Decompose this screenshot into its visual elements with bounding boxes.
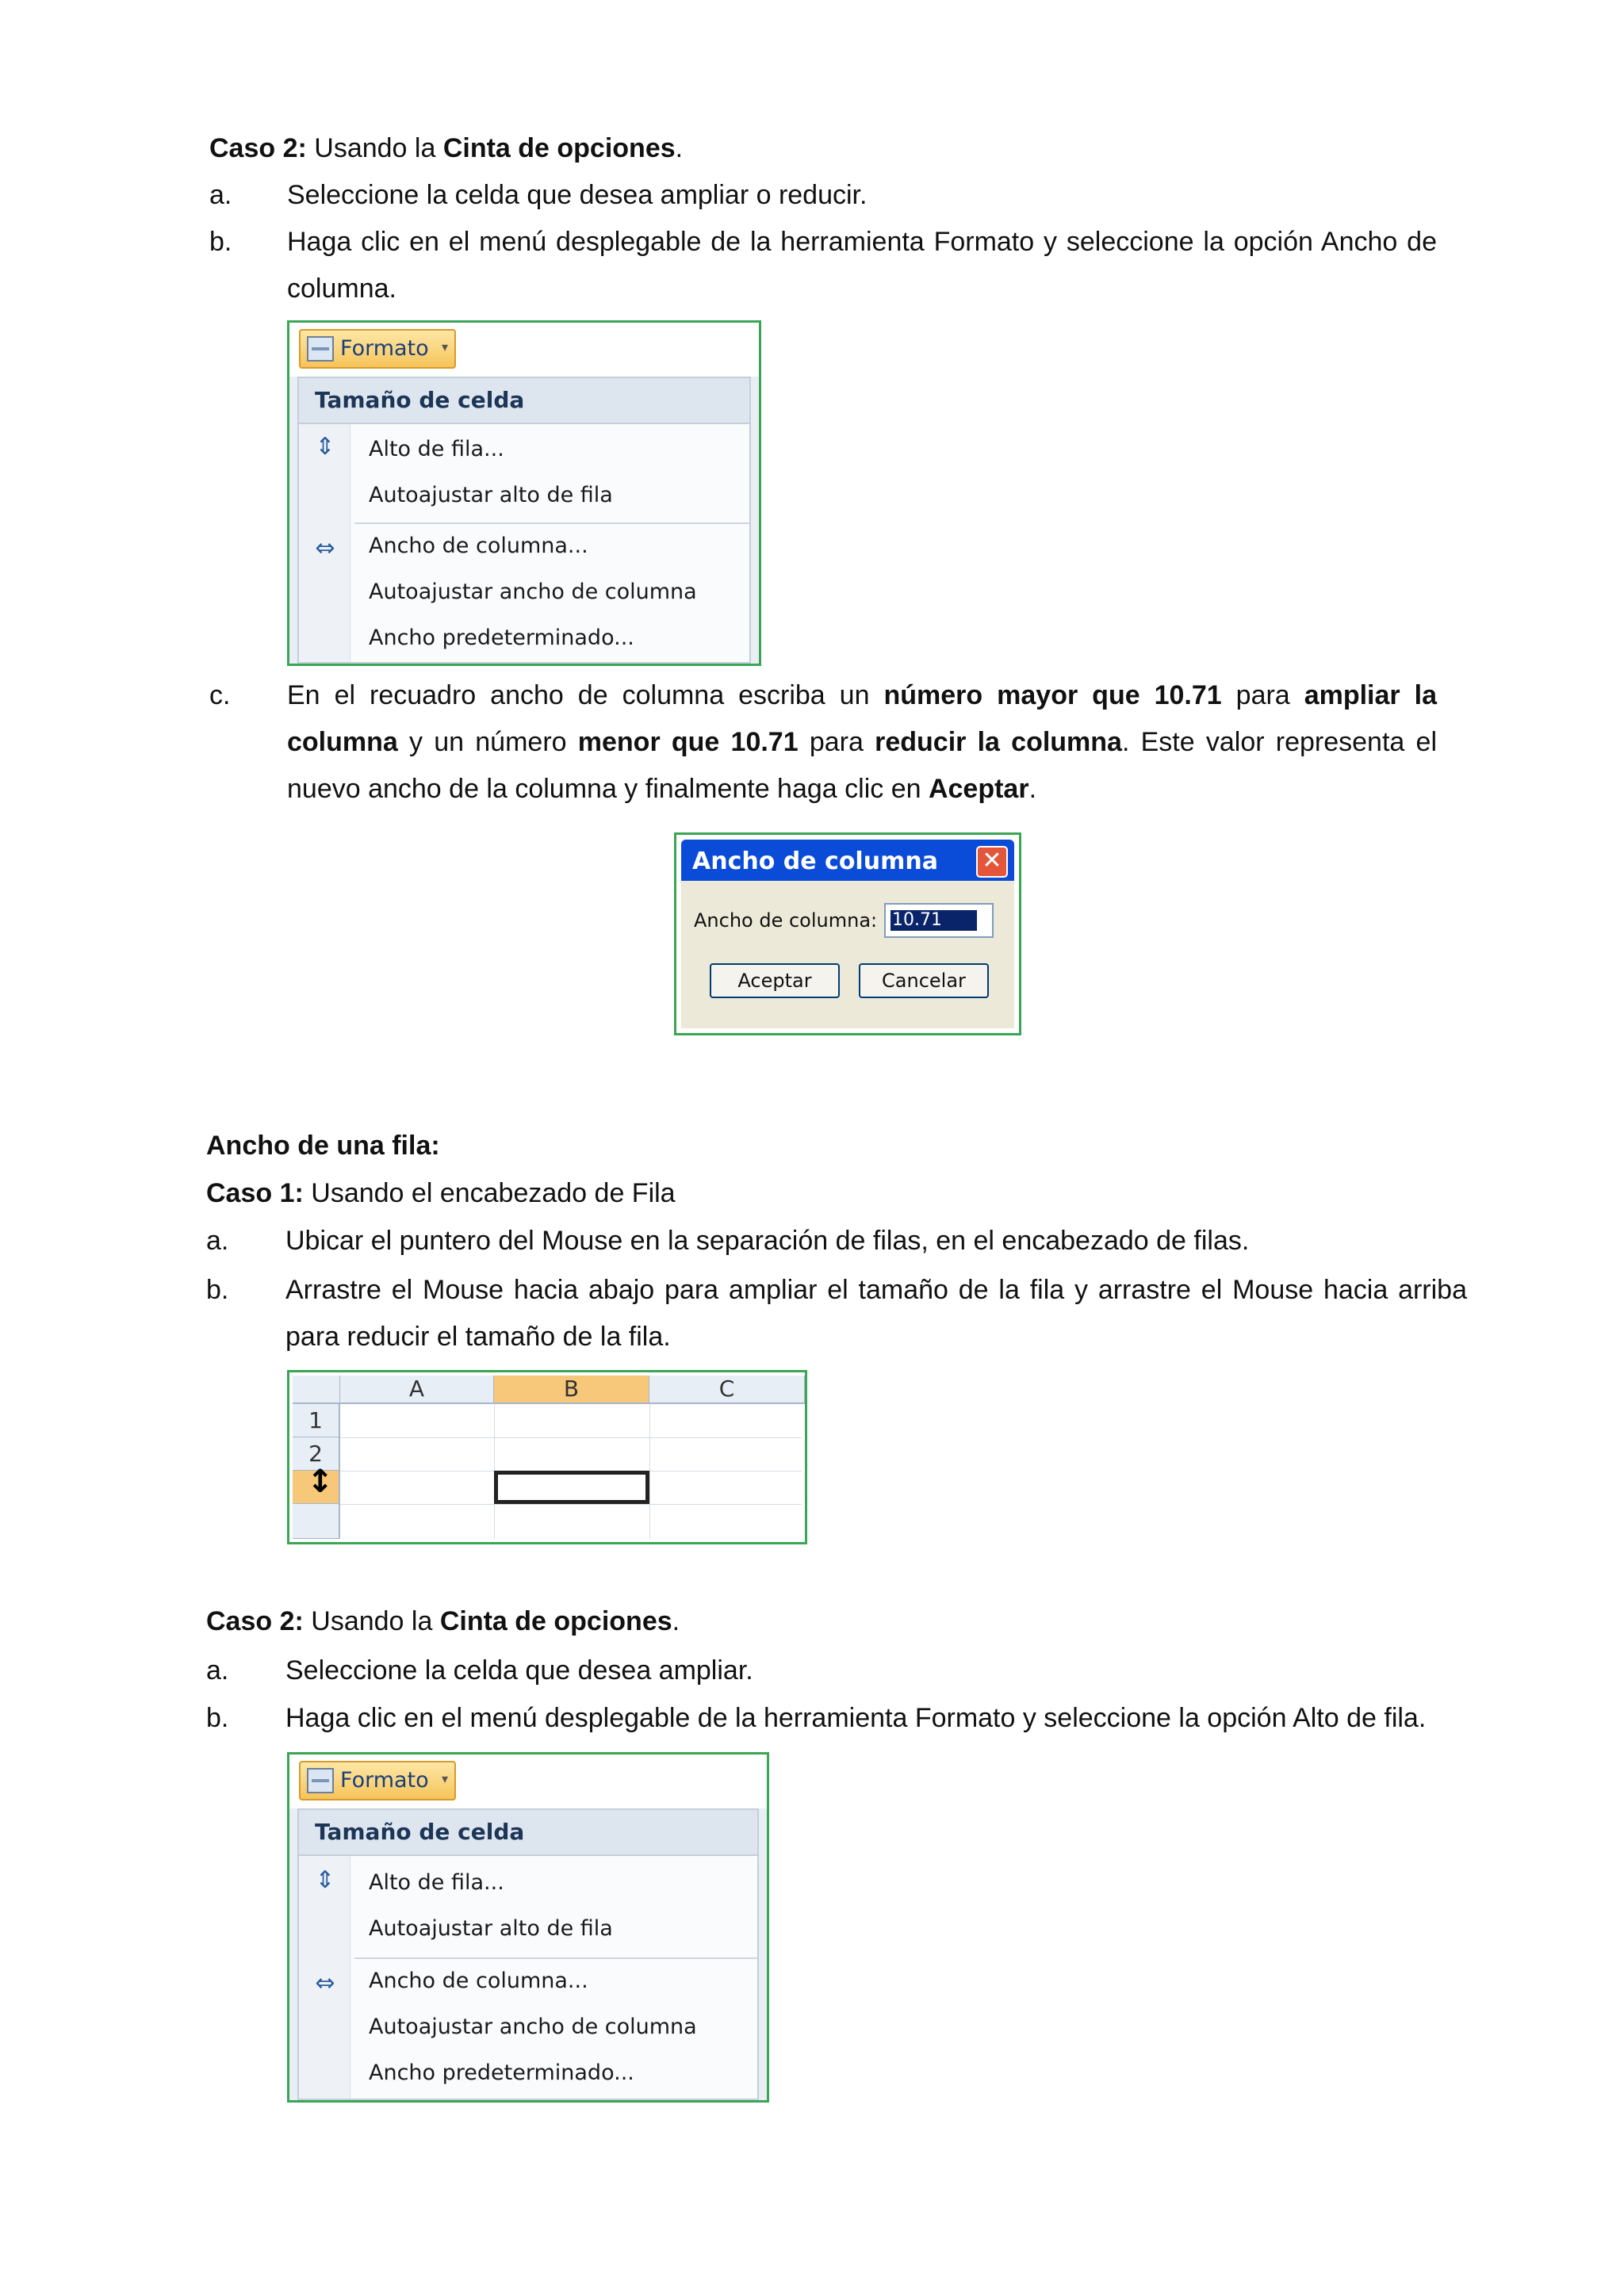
menu-item-row-height[interactable]: Alto de fila... (369, 437, 504, 461)
list-item-text: En el recuadro ancho de columna escriba un número mayor que 10.71 para ampliar la columna y un número menor que 10.71 para reducir la columna. Este valor representa el nuevo ancho de la columna y finalmente haga clic en Aceptar. (287, 680, 1437, 804)
dialog-title: Ancho de columna (692, 848, 938, 875)
input-value: 10.71 (891, 910, 977, 931)
menu-item-autofit-row[interactable]: Autoajustar alto de fila (369, 483, 613, 507)
format-button-label: Formato (340, 336, 429, 361)
format-dropdown (297, 377, 751, 664)
row-height-icon: ⇕ (315, 433, 335, 461)
spreadsheet-screenshot (287, 1370, 807, 1544)
list-item-text: Seleccione la celda que desea ampliar. (285, 1655, 753, 1686)
column-header-a[interactable]: A (340, 1376, 494, 1404)
menu-item-default-width[interactable]: Ancho predeterminado... (369, 2061, 634, 2085)
format-menu-screenshot-2 (287, 1752, 769, 2103)
format-button-label: Formato (340, 1768, 429, 1793)
column-width-icon: ⇔ (315, 1969, 335, 1997)
grid-line (340, 1504, 802, 1505)
list-item-text: Arrastre el Mouse hacia abajo para ampliar el tamaño de la fila y arrastre el Mouse hacia arriba para reducir el tamaño de la fila. (285, 1275, 1467, 1352)
selected-cell[interactable] (494, 1471, 649, 1504)
menu-separator (354, 522, 749, 524)
column-header-c[interactable]: C (649, 1376, 805, 1404)
menu-separator (354, 1957, 757, 1959)
column-width-icon: ⇔ (315, 534, 335, 562)
case2-heading-2: Caso 2: Usando la Cinta de opciones. (206, 1606, 680, 1636)
case1-heading: Caso 1: Usando el encabezado de Fila (206, 1178, 676, 1208)
menu-section-title: Tamaño de celda (299, 1810, 757, 1856)
menu-item-autofit-column[interactable]: Autoajustar ancho de columna (369, 580, 697, 604)
section-title: Ancho de una fila: (206, 1131, 440, 1161)
menu-item-column-width[interactable]: Ancho de columna... (369, 534, 588, 558)
grid-line (649, 1404, 650, 1539)
menu-item-default-width[interactable]: Ancho predeterminado... (369, 626, 634, 650)
column-header-b[interactable]: B (494, 1376, 649, 1404)
menu-item-autofit-column[interactable]: Autoajustar ancho de columna (369, 2015, 697, 2039)
cancel-button[interactable]: Cancelar (859, 963, 989, 998)
resize-cursor-icon: ↕ (307, 1464, 334, 1500)
list-label: a. (206, 1655, 229, 1686)
list-item-text: Seleccione la celda que desea ampliar o reducir. (287, 180, 868, 210)
format-dropdown (297, 1808, 759, 2100)
list-label: a. (206, 1226, 229, 1256)
column-width-dialog (674, 832, 1021, 1035)
list-label: a. (209, 180, 232, 210)
menu-item-column-width[interactable]: Ancho de columna... (369, 1969, 588, 1993)
row-height-icon: ⇕ (315, 1866, 335, 1894)
chevron-down-icon: ▾ (441, 339, 448, 354)
row-header-2[interactable]: 2 (293, 1437, 340, 1471)
row-header-1[interactable]: 1 (293, 1404, 340, 1437)
menu-section-title: Tamaño de celda (299, 378, 749, 424)
list-item-text: Haga clic en el menú desplegable de la herramienta Formato y seleccione la opción Alto de fila. (285, 1703, 1427, 1733)
menu-item-autofit-row[interactable]: Autoajustar alto de fila (369, 1916, 613, 1941)
list-label: b. (209, 227, 232, 257)
field-label: Ancho de columna: (694, 909, 878, 932)
grid-line (340, 1437, 802, 1438)
list-label: b. (206, 1703, 229, 1733)
format-menu-screenshot (287, 320, 761, 666)
case2-heading-1: Caso 2: Usando la Cinta de opciones. (209, 133, 684, 163)
format-button[interactable] (299, 1761, 456, 1800)
list-item-text: Haga clic en el menú desplegable de la herramienta Formato y seleccione la opción Ancho de columna. (287, 227, 1437, 304)
list-label: b. (206, 1275, 229, 1305)
format-icon (307, 336, 334, 362)
ok-button[interactable]: Aceptar (710, 963, 840, 998)
list-item-text: Ubicar el puntero del Mouse en la separación de filas, en el encabezado de filas. (285, 1226, 1250, 1256)
row-header-4[interactable] (293, 1504, 340, 1539)
format-button[interactable] (299, 329, 456, 369)
list-label: c. (209, 680, 231, 710)
menu-item-row-height[interactable]: Alto de fila... (369, 1870, 504, 1895)
dialog-body (681, 881, 1014, 1028)
close-icon[interactable]: ✕ (976, 846, 1008, 878)
chevron-down-icon: ▾ (441, 1771, 448, 1786)
format-icon (307, 1768, 334, 1793)
column-width-input[interactable] (884, 903, 994, 938)
corner-cell (293, 1376, 340, 1404)
